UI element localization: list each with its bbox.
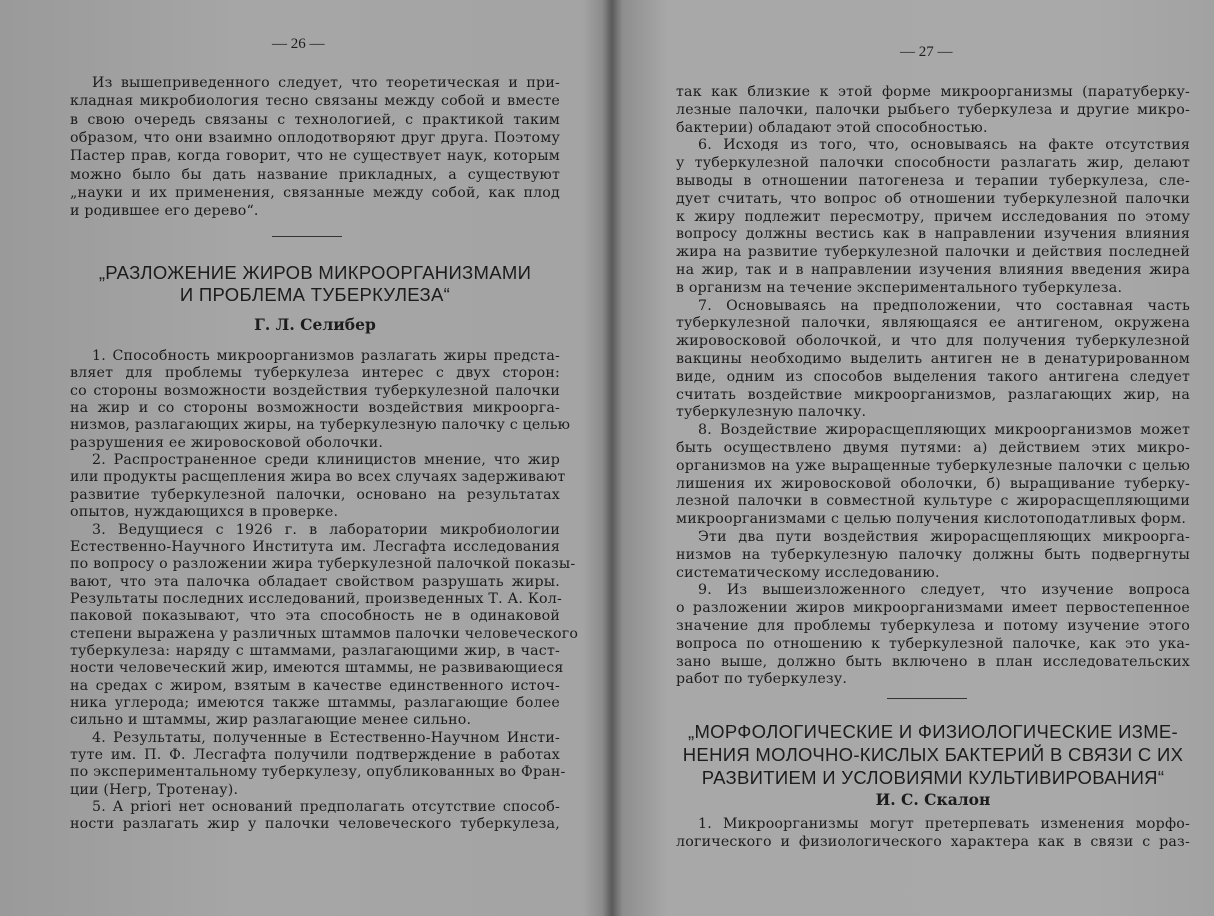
section-divider bbox=[887, 698, 967, 699]
article-title-line: РАЗВИТИЕМ И УСЛОВИЯМИ КУЛЬТИВИРОВАНИЯ“ bbox=[701, 767, 1165, 788]
text-line: лишения их жировосковой оболочки, б) выращивание туберку- bbox=[676, 475, 1190, 492]
text-line: микроорганизмами с целью получения кислотоподатливых форм. bbox=[676, 511, 1187, 528]
text-line: 1. Способность микроорганизмов разлагать жиры предста- bbox=[92, 348, 560, 364]
text-line: вляет для проблемы туберкулеза интерес с двух сторон: bbox=[70, 365, 560, 382]
text-line: 7. Основываясь на предположении, что составная часть bbox=[698, 297, 1190, 314]
text-line: степени выражена у различных штаммов палочки человеческого bbox=[70, 625, 579, 642]
text-line: значение для проблемы туберкулеза и потому изучение этого bbox=[676, 618, 1190, 634]
text-line: туберкулезной палочки, являющаяся ее антигеном, окружена bbox=[676, 315, 1190, 332]
text-line: вают, что эта палочка обладает свойством разрушать жиры. bbox=[70, 573, 560, 590]
text-line: 8. Воздействие жирорасщепляющих микроорганизмов может bbox=[698, 422, 1190, 439]
text-line: в свою очередь связаны с технологией, с практикой таким bbox=[70, 111, 560, 128]
text-line: 2. Распространенное среди клиницистов мнение, что жир bbox=[92, 452, 560, 469]
text-line: лезной палочки в совместной культуре с жирорасщепляющими bbox=[676, 493, 1190, 510]
text-line: со стороны возможности воздействия туберкулезной палочки bbox=[70, 382, 560, 399]
text-line: виде, одним из способов выделения такого антигена следует bbox=[676, 368, 1190, 385]
text-line: 4. Результаты, полученные в Естественно-Научном Инсти- bbox=[92, 729, 560, 746]
text-line: 9. Из вышеизложенного следует, что изучение вопроса bbox=[698, 582, 1190, 599]
article-title-line: И ПРОБЛЕМА ТУБЕРКУЛЕЗА“ bbox=[179, 284, 451, 305]
page-number: — 26 — bbox=[272, 36, 325, 52]
text-line: Эти два пути воздействия жирорасщепляющих микроорга- bbox=[698, 529, 1190, 545]
text-line: ности разлагать жир у палочки человеческого туберкулеза, bbox=[70, 816, 560, 833]
text-line: систематическому исследованию. bbox=[676, 564, 940, 581]
text-line: жировосковой оболочкой, и что для получения туберкулезной bbox=[676, 333, 1190, 350]
text-line: жира на развитие туберкулезной палочки и действия последней bbox=[676, 244, 1190, 261]
text-line: быть осуществлено двумя путями: а) действием этих микро- bbox=[676, 440, 1190, 456]
right-page bbox=[607, 0, 1214, 916]
text-line: работ по туберкулезу. bbox=[676, 671, 848, 688]
text-line: так как близкие к этой форме микроорганизмы (паратуберку- bbox=[676, 84, 1190, 100]
text-line: 6. Исходя из того, что, основываясь на факте отсутствия bbox=[698, 137, 1190, 154]
text-line: выводы в отношении патогенеза и терапии туберкулеза, сле- bbox=[676, 173, 1190, 189]
text-line: дует считать, что вопрос об отношении туберкулезной палочки bbox=[676, 190, 1190, 207]
text-line: вопроса по отношению к туберкулезной палочке, как это ука- bbox=[676, 635, 1190, 652]
text-line: 5. A priori нет оснований предполагать отсутствие способ- bbox=[92, 799, 560, 816]
text-line: можно было бы дать название прикладных, а существуют bbox=[70, 166, 560, 183]
page-number: — 27 — bbox=[900, 44, 953, 60]
text-line: туберкулеза: наряду с штаммами, разлагающими жир, в част- bbox=[70, 642, 560, 659]
article-title-line: „МОРФОЛОГИЧЕСКИЕ И ФИЗИОЛОГИЧЕСКИЕ ИЗМЕ- bbox=[687, 721, 1179, 742]
text-line: 3. Ведущиеся с 1926 г. в лаборатории микробиологии bbox=[92, 521, 560, 538]
text-line: бактерии) обладают этой способностью. bbox=[676, 119, 988, 136]
text-line: вопросу должны вестись как в направлении изучения влияния bbox=[676, 226, 1190, 243]
text-line: о разложении жиров микроорганизмами имеет первостепенное bbox=[676, 600, 1190, 617]
text-line: или продукты расщепления жира во всех случаях задерживают bbox=[70, 469, 566, 486]
text-line: на жир и со стороны возможности воздействия микроорга- bbox=[70, 400, 560, 417]
article-title-line: „РАЗЛОЖЕНИЕ ЖИРОВ МИКРООРГАНИЗМАМИ bbox=[98, 262, 532, 283]
text-line: зано выше, должно быть включено в план исследовательских bbox=[676, 653, 1190, 670]
text-line: вакцины необходимо выделить антиген не в денатурированном bbox=[676, 351, 1190, 367]
text-line: 1. Микроорганизмы могут претерпевать изменения морфо- bbox=[698, 816, 1190, 832]
text-line: Результаты последних исследований, произведенных Т. А. Кол- bbox=[70, 590, 562, 607]
article-title-line: НЕНИЯ МОЛОЧНО-КИСЛЫХ БАКТЕРИЙ В СВЯЗИ С ИХ bbox=[682, 744, 1184, 765]
text-line: Естественно-Научного Института им. Лесгафта исследования bbox=[70, 538, 560, 555]
text-line: опытов, нуждающихся в проверке. bbox=[70, 504, 339, 521]
text-line: туберкулезную палочку. bbox=[676, 404, 867, 421]
text-line: низмов, разлагающих жиры, на туберкулезную палочку с целью bbox=[70, 417, 571, 434]
text-line: низмов на туберкулезную палочку должны быть подвергнуты bbox=[676, 546, 1190, 563]
text-line: на жир, так и в направлении изучения влияния введения жира bbox=[676, 262, 1190, 278]
text-line: к жиру подлежит пересмотру, причем исследования по этому bbox=[676, 208, 1190, 225]
text-line: по экспериментальному туберкулезу, опубликованных во Фран- bbox=[70, 764, 566, 781]
text-line: ности человеческий жир, имеются штаммы, не развивающиеся bbox=[70, 660, 564, 677]
text-line: сильно и штаммы, жир разлагающие менее сильно. bbox=[70, 712, 472, 729]
text-line: организмов на уже выращенные туберкулезные палочки с целью bbox=[676, 457, 1190, 474]
text-line: паковой показывают, что эта способность не в одинаковой bbox=[70, 608, 560, 625]
text-line: лезные палочки, палочки рыбьего туберкулеза и другие микро- bbox=[676, 101, 1190, 118]
text-line: Пастер прав, когда говорит, что не существует наук, которым bbox=[70, 148, 560, 165]
text-line: по вопросу о разложении жира туберкулезной палочкой показы- bbox=[70, 556, 576, 573]
text-line: у туберкулезной палочки способности разлагать жир, делают bbox=[676, 155, 1190, 172]
text-line: образом, что они взаимно оплодотворяют друг друга. Поэтому bbox=[70, 129, 560, 146]
text-line: в организм на течение экспериментального туберкулеза. bbox=[676, 279, 1123, 296]
text-line: ции (Негр, Тротенау). bbox=[70, 781, 239, 798]
text-line: ника углерода; имеются также штаммы, разлагающие более bbox=[70, 695, 560, 711]
article-author: Г. Л. Селибер bbox=[254, 315, 376, 334]
text-line: развитие туберкулезной палочки, основано на результатах bbox=[70, 486, 560, 503]
article-author: И. С. Скалон bbox=[875, 790, 991, 809]
text-line: логического и физиологического характера как в связи с раз- bbox=[676, 834, 1190, 850]
text-line: Из вышеприведенного следует, что теоретическая и при- bbox=[92, 75, 560, 91]
text-line: на средах с жиром, взятым в качестве единственного источ- bbox=[70, 677, 560, 694]
text-line: туте им. П. Ф. Лесгафта получили подтверждение в работах bbox=[70, 747, 560, 764]
text-line: „науки и их применения, связанные между собой, как плод bbox=[70, 184, 560, 201]
text-line: разрушения ее жировосковой оболочки. bbox=[70, 434, 384, 451]
section-divider bbox=[272, 236, 342, 237]
text-line: кладная микробиология тесно связаны между собой и вместе bbox=[70, 93, 560, 110]
text-line: и родившее его дерево“. bbox=[70, 203, 259, 220]
text-line: считать воздействие микроорганизмов, разлагающих жир, на bbox=[676, 386, 1190, 403]
